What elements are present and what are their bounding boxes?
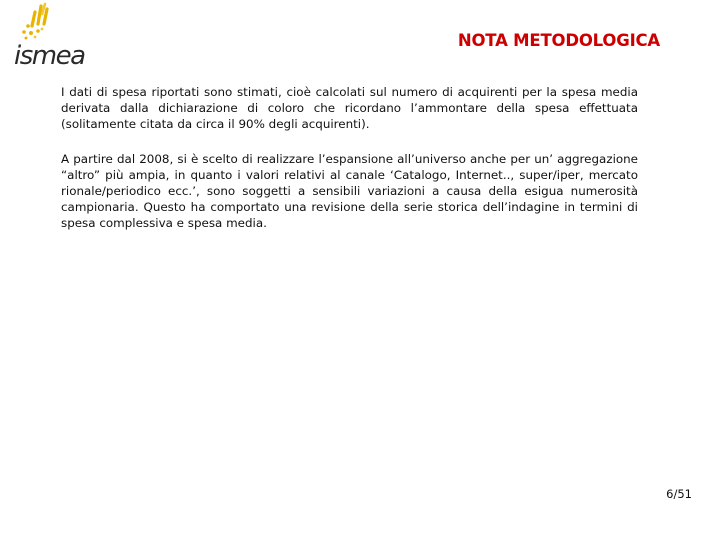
logo-sunburst-icon	[22, 4, 47, 40]
page-number: 6/51	[666, 487, 692, 501]
paragraph-spesa-stimata: I dati di spesa riportati sono stimati, cioè calcolati sul numero di acquirenti per la spesa media derivata dalla dichiarazione di coloro che ricordano l’ammontare della spesa effettuata (solitamente citata da circa il 90% degli acquirenti).	[61, 85, 638, 132]
paragraph-espansione-universo: A partire dal 2008, si è scelto di realizzare l’espansione all’universo anche per un’ aggregazione “altro” più ampia, in quanto i valori relativi al canale ‘Catalogo, Internet.., super/iper, mercato rionale/periodico ecc.’, sono soggetti a sensibili variazioni a causa della esigua numerosità campionaria. Questo ha comportato una revisione della serie storica dell’indagine in termini di spesa complessiva e spesa media.	[61, 152, 638, 231]
page-title: NOTA METODOLOGICA	[457, 31, 660, 50]
logo-wordmark: ismea	[14, 41, 85, 71]
ismea-logo	[12, 0, 108, 72]
